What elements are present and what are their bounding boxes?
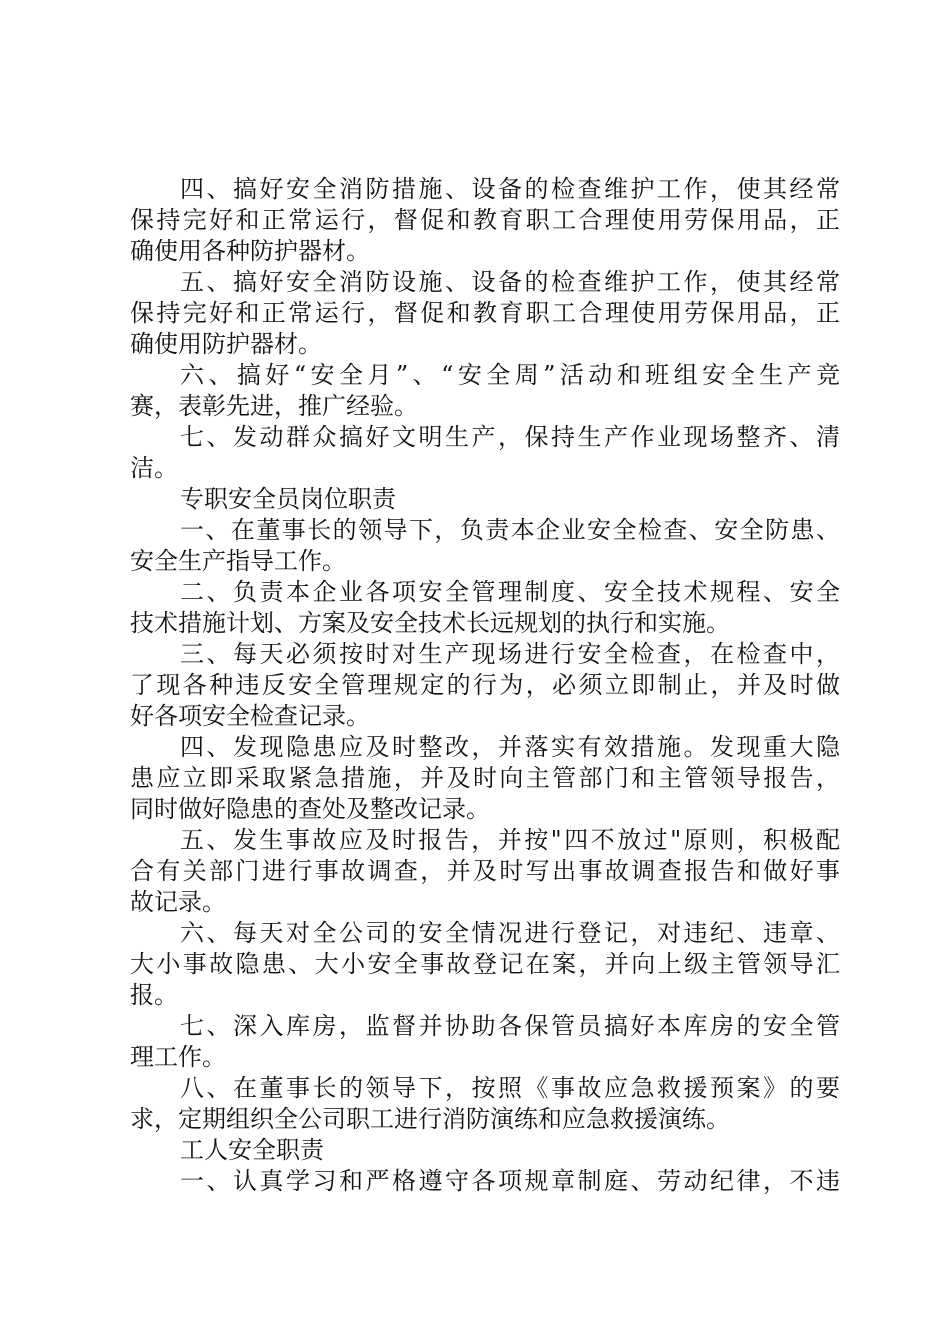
text-line: 四、搞好安全消防措施、设备的检查维护工作，使其经常 [180, 175, 840, 203]
text-line: 大小事故隐患、大小安全事故登记在案，并向上级主管领导汇 [130, 950, 840, 978]
text-line: 患应立即采取紧急措施，并及时向主管部门和主管领导报告， [130, 764, 840, 792]
text-line: 安全生产指导工作。 [130, 547, 346, 575]
text-line: 一、在董事长的领导下，负责本企业安全检查、安全防患、 [180, 516, 840, 544]
text-line: 洁。 [130, 454, 178, 482]
text-line: 了现各种违反安全管理规定的行为，必须立即制止，并及时做 [130, 671, 840, 699]
text-line: 四、发现隐患应及时整改，并落实有效措施。发现重大隐 [180, 733, 840, 761]
text-line: 合有关部门进行事故调查，并及时写出事故调查报告和做好事 [130, 857, 840, 885]
text-line: 三、每天必须按时对生产现场进行安全检查，在检查中， [180, 640, 840, 668]
text-line: 故记录。 [130, 888, 226, 916]
text-line: 七、发动群众搞好文明生产，保持生产作业现场整齐、清 [180, 423, 840, 451]
text-line: 报。 [130, 981, 178, 1009]
text-line: 六、搞好“安全月”、“安全周”活动和班组安全生产竞 [180, 361, 840, 389]
text-line: 好各项安全检查记录。 [130, 702, 370, 730]
text-line: 二、负责本企业各项安全管理制度、安全技术规程、安全 [180, 578, 840, 606]
text-line: 赛，表彰先进，推广经验。 [130, 392, 418, 420]
text-line: 确使用防护器材。 [130, 330, 322, 358]
text-line: 七、深入库房，监督并协助各保管员搞好本库房的安全管 [180, 1012, 840, 1040]
text-line: 六、每天对全公司的安全情况进行登记，对违纪、违章、 [180, 919, 840, 947]
text-line: 理工作。 [130, 1043, 226, 1071]
text-line: 保持完好和正常运行，督促和教育职工合理使用劳保用品，正 [130, 299, 840, 327]
text-line: 五、搞好安全消防设施、设备的检查维护工作，使其经常 [180, 268, 840, 296]
text-line: 求，定期组织全公司职工进行消防演练和应急救援演练。 [130, 1105, 730, 1133]
text-line: 确使用各种防护器材。 [130, 237, 370, 265]
text-line: 五、发生事故应及时报告，并按"四不放过"原则，积极配 [180, 826, 840, 854]
section-heading: 工人安全职责 [180, 1136, 324, 1164]
text-line: 保持完好和正常运行，督促和教育职工合理使用劳保用品，正 [130, 206, 840, 234]
section-heading: 专职安全员岗位职责 [180, 485, 396, 513]
text-line: 同时做好隐患的查处及整改记录。 [130, 795, 490, 823]
text-line: 技术措施计划、方案及安全技术长远规划的执行和实施。 [130, 609, 730, 637]
document-body [130, 174, 840, 1197]
text-line: 一、认真学习和严格遵守各项规章制庭、劳动纪律，不违 [180, 1167, 840, 1195]
text-line: 八、在董事长的领导下，按照《事故应急救援预案》的要 [180, 1074, 840, 1102]
